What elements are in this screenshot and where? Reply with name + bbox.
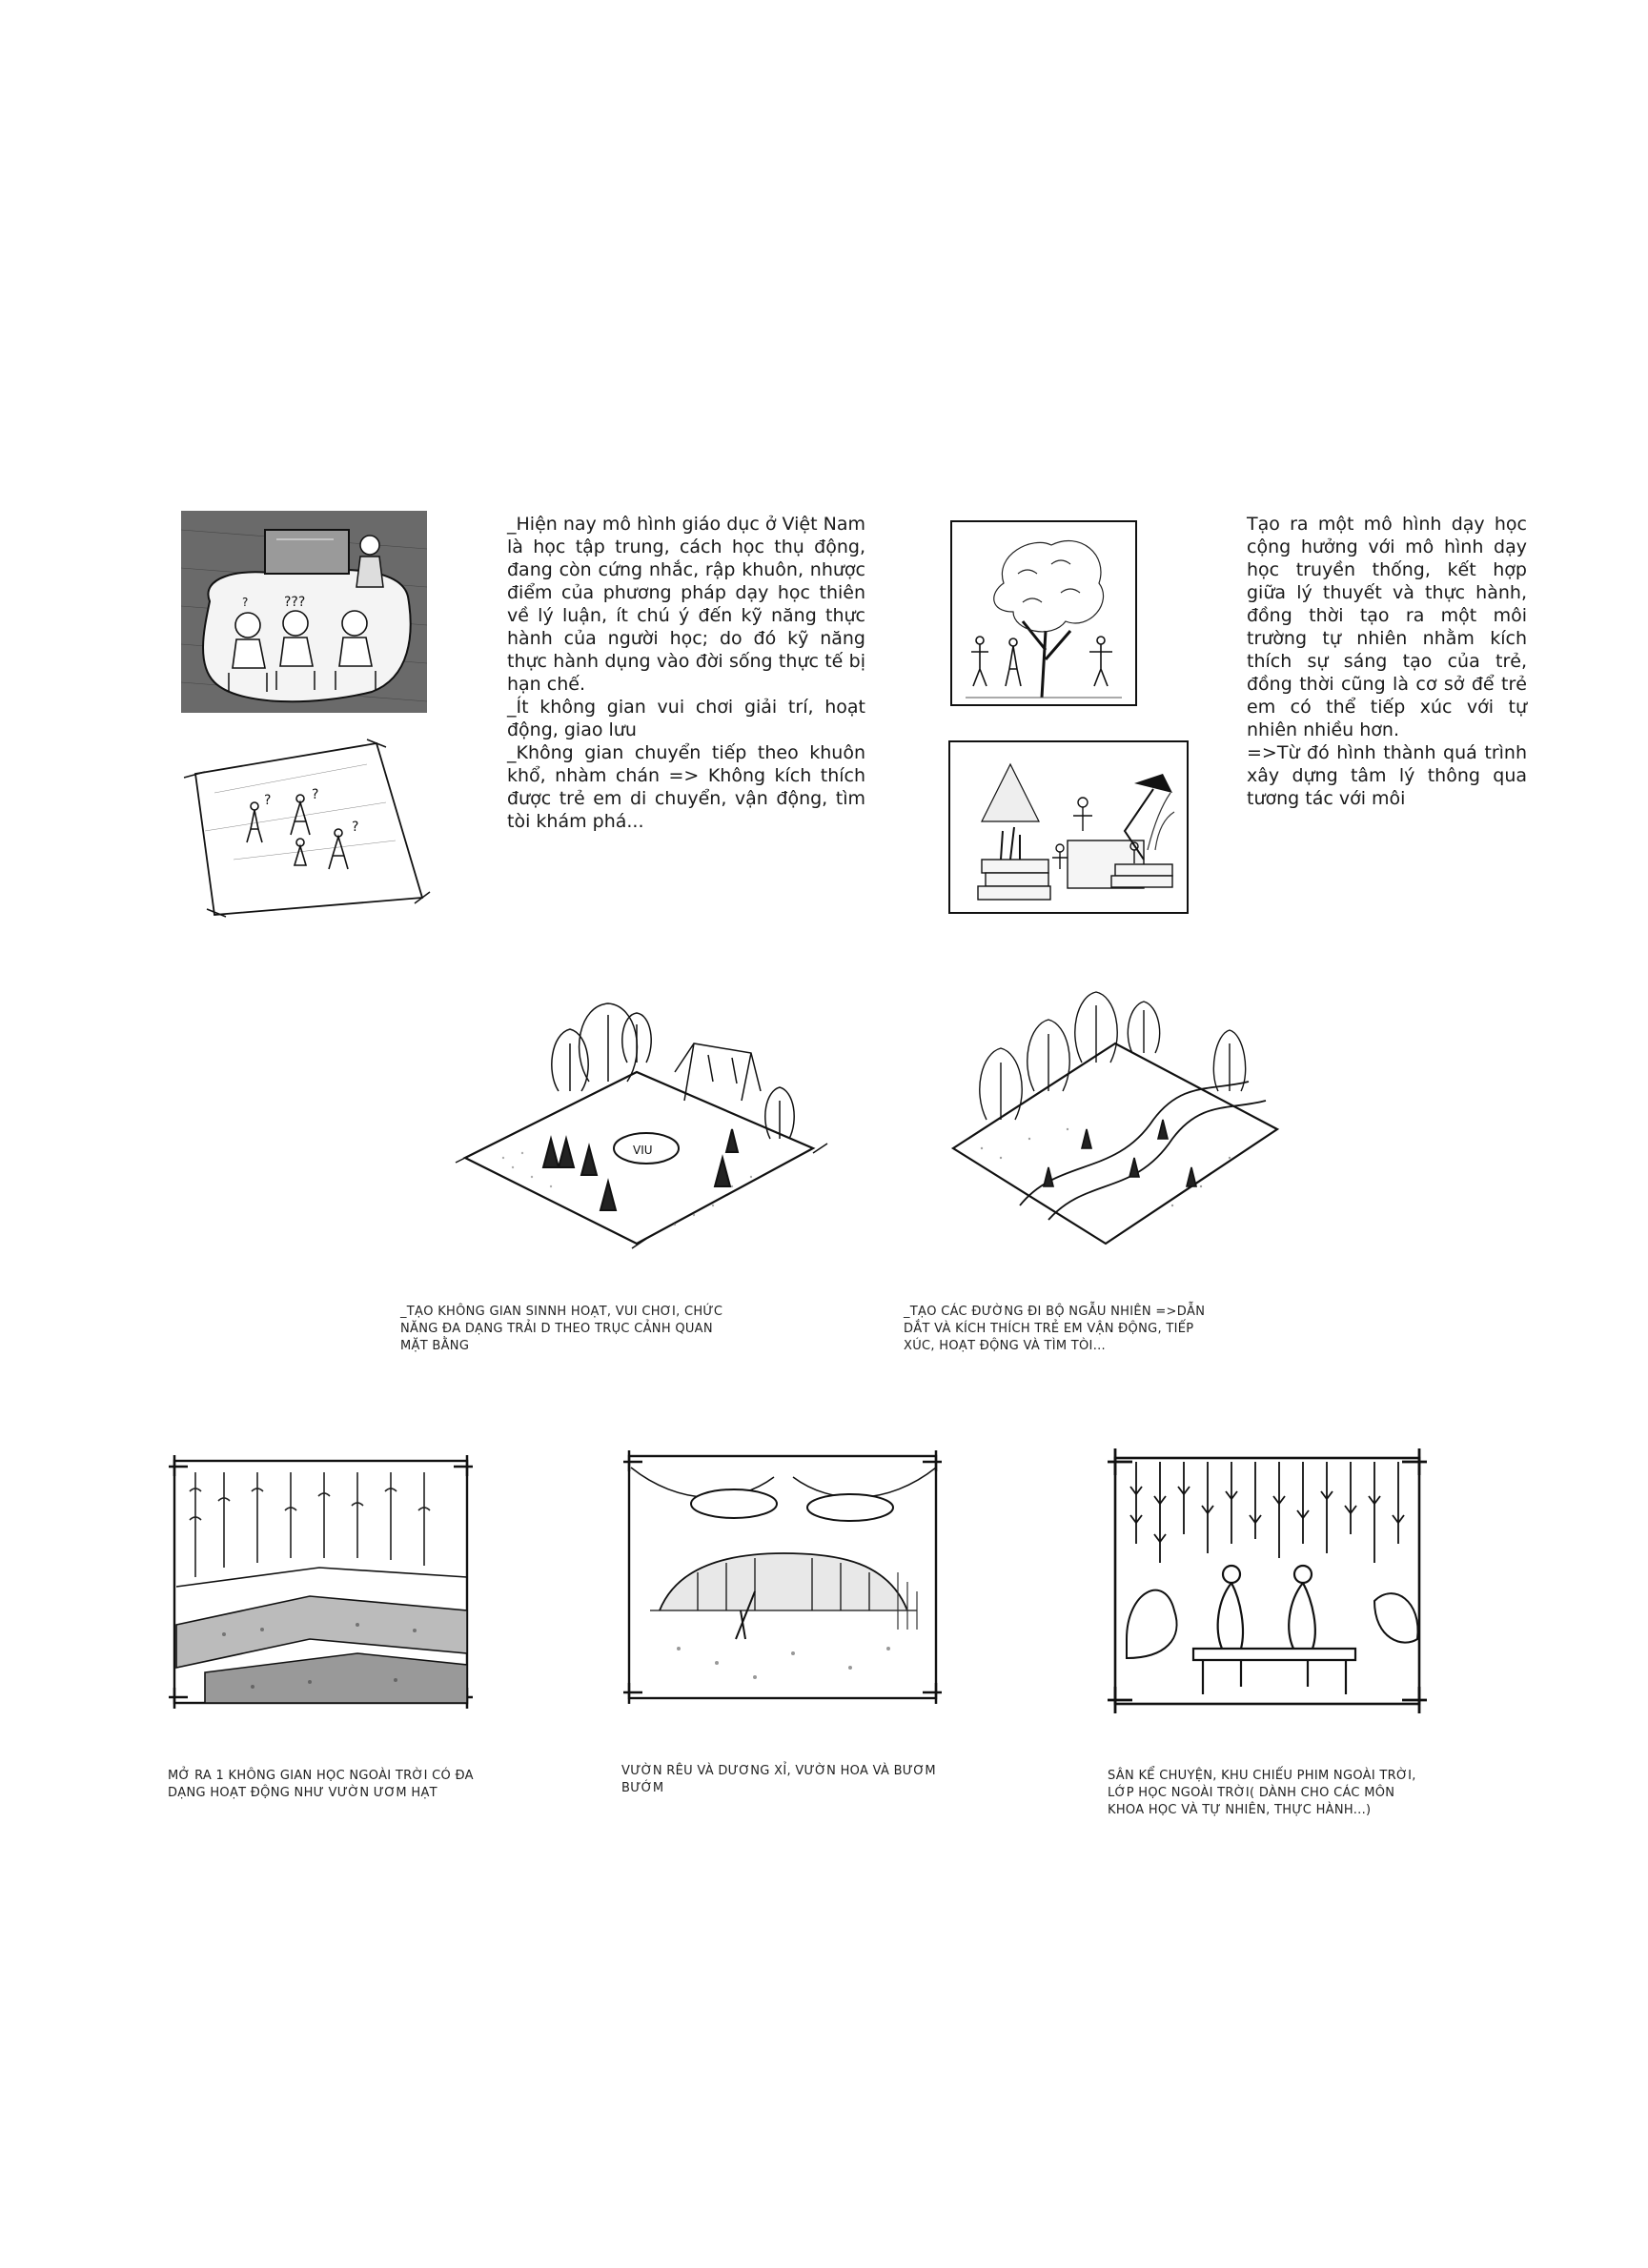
intro-left-text: _Hiện nay mô hình giáo dục ở Việt Nam là học tập trung, cách học thụ động, đang còn cứng nhắc, rập khuôn, nhược điểm của phương pháp dạy học thiên về lý luận, ít chú ý đến kỹ năng thực hành của người học; do đó kỹ năng thực hành dụng vào đời sống thực tế bị hạn chế. _Ít không gian vui chơi giải trí, hoạt động, giao lưu _Không gian chuyển tiếp theo khuôn khổ, nhàm chán => Không kích thích được trẻ em di chuyển, vận động, tìm tòi khám phá... — [507, 514, 865, 832]
classroom-sketch — [181, 511, 427, 713]
plaza-people-sketch — [176, 736, 434, 919]
tree-children-sketch — [946, 516, 1141, 710]
winding-path-sketch — [944, 986, 1287, 1263]
playground-iso-sketch — [446, 996, 832, 1258]
caption-random-paths: _TẠO CÁC ĐƯỜNG ĐI BỘ NGẪU NHIÊN =>DẪN DẮT VÀ KÍCH THÍCH TRẺ EM VẬN ĐỘNG, TIẾP XÚC, HOẠT ĐỘNG VÀ TÌM TÒI... — [904, 1305, 1206, 1353]
svg-text:???: ??? — [284, 595, 306, 610]
sketch-label-viu: VIU — [633, 1144, 653, 1157]
caption-storytelling-yard: SÂN KỂ CHUYỆN, KHU CHIẾU PHIM NGOÀI TRỜI, LỚP HỌC NGOÀI TRỜI( DÀNH CHO CÁC MÔN KHOA HỌC VÀ TỰ NHIÊN, THỰC HÀNH...) — [1108, 1769, 1416, 1817]
svg-text:?: ? — [264, 793, 272, 808]
moss-fern-garden-sketch — [621, 1448, 944, 1706]
caption-outdoor-learning: MỞ RA 1 KHÔNG GIAN HỌC NGOÀI TRỜI CÓ ĐA DẠNG HOẠT ĐỘNG NHƯ VƯỜN ƯƠM HẠT — [168, 1769, 474, 1800]
caption-moss-garden: VƯỜN RÊU VÀ DƯƠNG XỈ, VƯỜN HOA VÀ BƯƠM BƯỚM — [621, 1764, 936, 1795]
svg-text:?: ? — [312, 787, 319, 802]
desk-study-sketch — [944, 736, 1193, 919]
intro-right-text: Tạo ra một mô hình dạy học cộng hưởng với mô hình dạy học truyền thống, kết hợp giữa lý thuyết và thực hành, đồng thời tạo ra một môi trường tự nhiên nhằm kích thích sự sáng tạo của trẻ, đồng thời cũng là cơ sở để trẻ em có thể tiếp xúc với tự nhiên nhiều hơn. =>Từ đó hình thành quá trình xây dựng tâm lý thông qua tương tác với môi — [1247, 514, 1527, 809]
storytelling-yard-sketch — [1108, 1448, 1427, 1713]
caption-activity-space: _TẠO KHÔNG GIAN SINNH HOẠT, VUI CHƠI, CHỨC NĂNG ĐA DẠNG TRẢI D THEO TRỤC CẢNH QUAN MẶT BẰNG — [400, 1305, 723, 1353]
svg-text:?: ? — [242, 596, 249, 609]
svg-text:?: ? — [352, 820, 359, 835]
seed-nursery-sketch — [167, 1453, 475, 1711]
